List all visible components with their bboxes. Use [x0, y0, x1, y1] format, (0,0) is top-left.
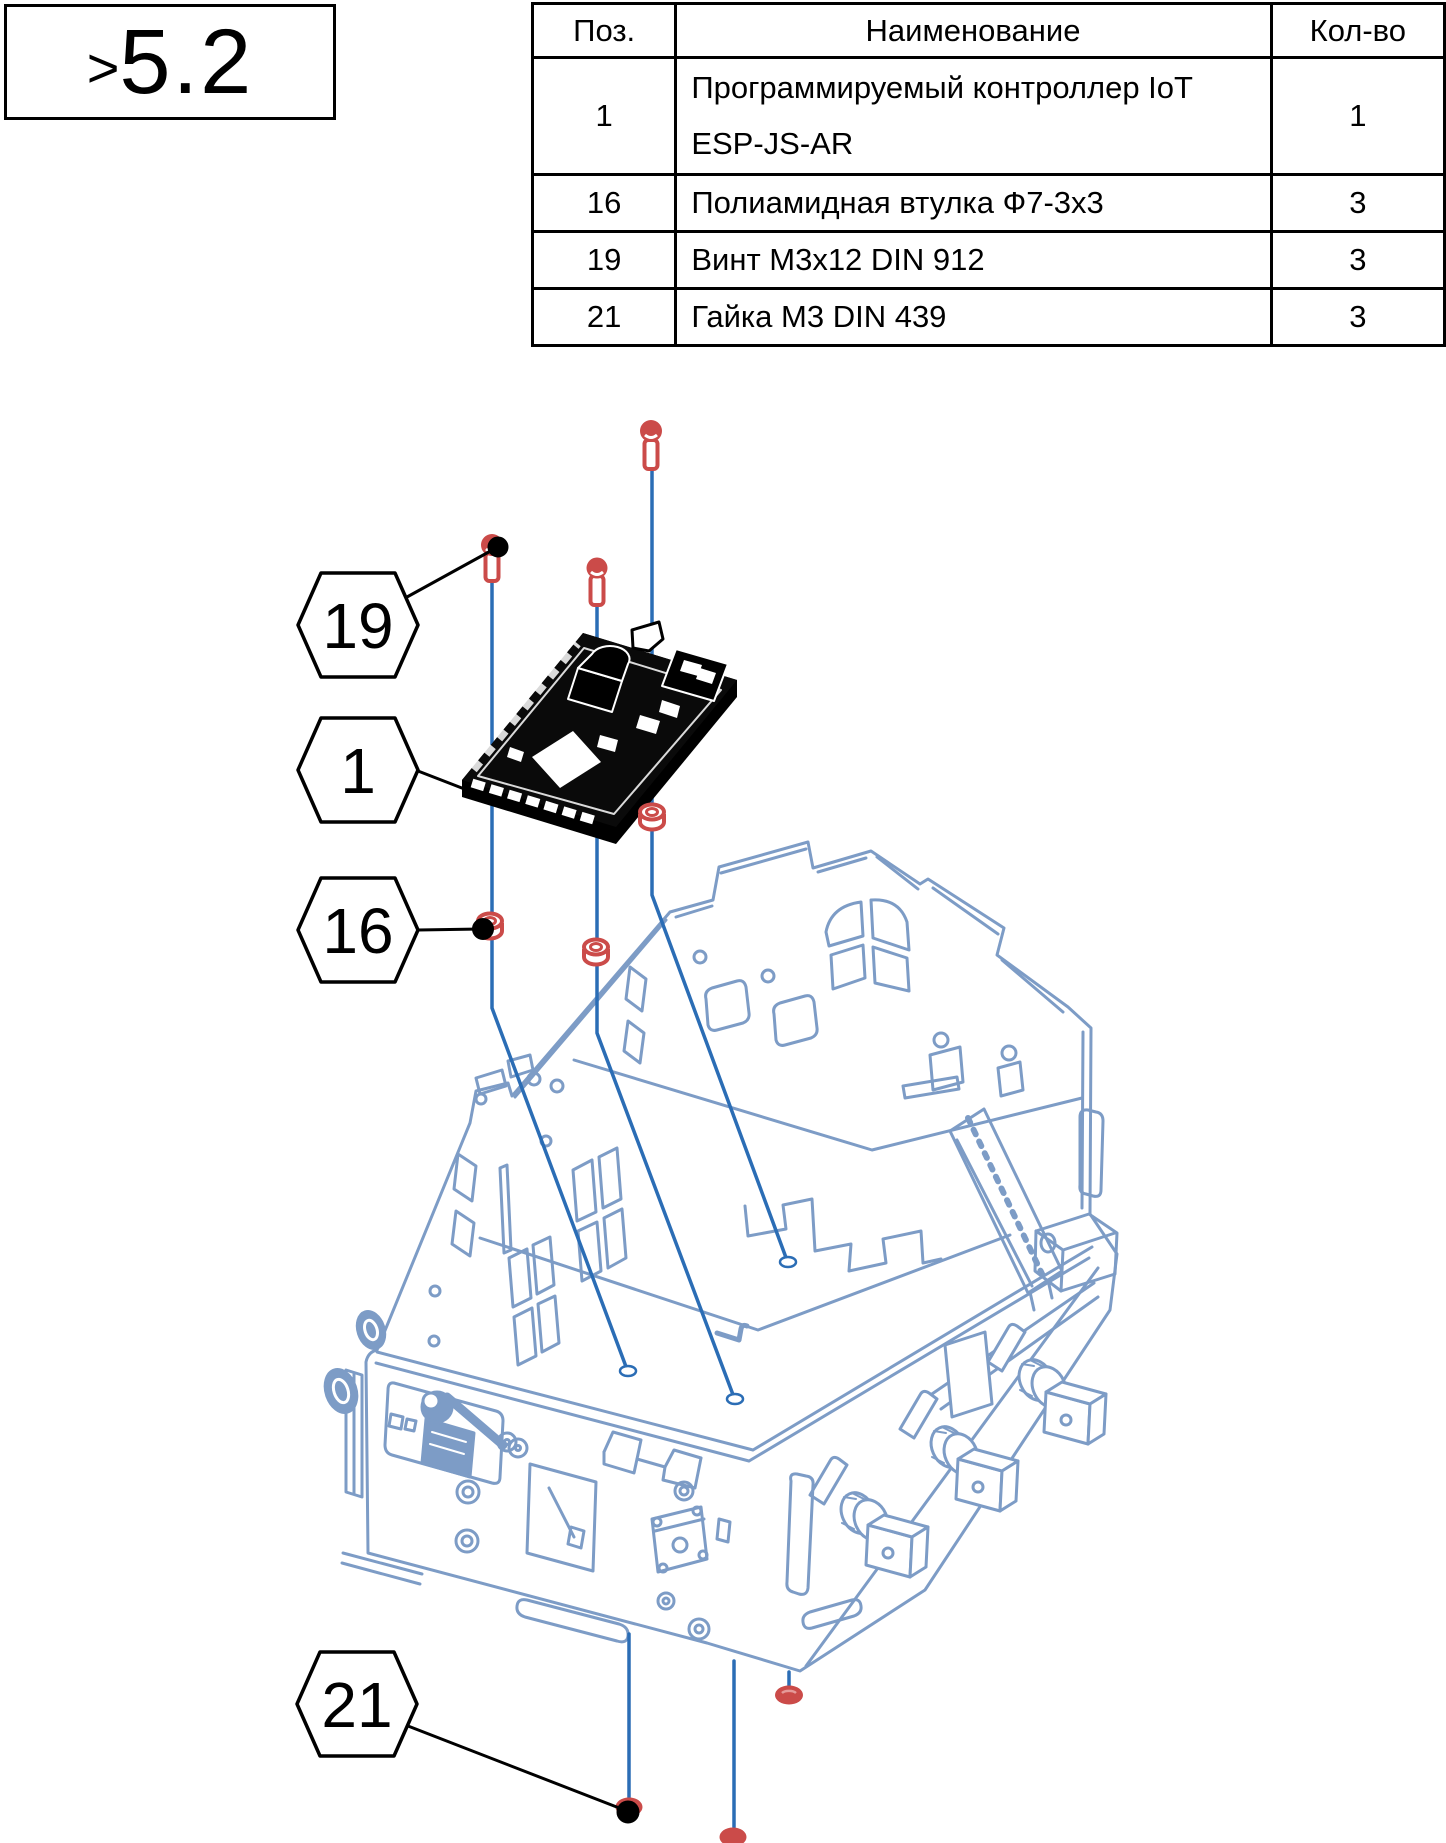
- bom-name-line1: Программируемый контроллер IoT: [691, 70, 1193, 105]
- mount-hole: [727, 1394, 743, 1404]
- leader-16: [418, 929, 481, 930]
- step-prefix: >: [86, 36, 120, 99]
- screw-m3x12: [640, 420, 662, 469]
- bom-cell-pos: 21: [533, 289, 676, 346]
- callout-label-21: 21: [321, 1669, 393, 1741]
- callout-hexagon-21: [297, 1652, 417, 1756]
- bushing-polyamide: [584, 940, 608, 965]
- bushing-polyamide: [640, 805, 664, 830]
- screw-m3x12: [587, 558, 608, 606]
- chassis-silhouette: [366, 842, 1117, 1671]
- leader-19: [407, 548, 496, 597]
- bom-cell-qty: 3: [1271, 232, 1444, 289]
- leader-dot-16: [474, 920, 493, 939]
- bom-cell-name: Гайка М3 DIN 439: [676, 289, 1271, 346]
- bom-cell-pos: 16: [533, 175, 676, 232]
- chassis-drawing: [320, 842, 1117, 1671]
- callout-hexagon-19: [298, 573, 418, 677]
- controller-board: [462, 622, 737, 844]
- step-number: 5.2: [119, 11, 254, 113]
- leader-21: [408, 1726, 627, 1811]
- bom-cell-qty: 3: [1271, 175, 1444, 232]
- pcb-clip-bracket: [632, 622, 663, 651]
- bom-cell-name: Полиамидная втулка Ф7-3х3: [676, 175, 1271, 232]
- nut-m3: [720, 1828, 747, 1843]
- callout-hexagon-16: [298, 878, 418, 982]
- leader-dot-19: [489, 538, 507, 556]
- bom-cell-qty: 1: [1271, 58, 1444, 175]
- bom-cell-pos: 19: [533, 232, 676, 289]
- mount-hole: [780, 1257, 796, 1267]
- bom-header-name: Наименование: [676, 4, 1271, 58]
- bom-header-qty: Кол-во: [1271, 4, 1444, 58]
- callout-label-16: 16: [322, 895, 394, 967]
- bom-cell-name: Винт М3х12 DIN 912: [676, 232, 1271, 289]
- callout-label-1: 1: [340, 735, 376, 807]
- callout-label-19: 19: [322, 590, 394, 662]
- bom-cell-pos: 1: [533, 58, 676, 175]
- nut-m3: [775, 1686, 803, 1705]
- leader-dot-21: [618, 1802, 638, 1822]
- callout-hexagon-1: [298, 718, 418, 822]
- leader-1: [418, 771, 467, 790]
- bom-header-pos: Поз.: [533, 4, 676, 58]
- mount-hole: [620, 1366, 636, 1376]
- bom-name-line2: ESP-JS-AR: [691, 126, 854, 161]
- bom-cell-qty: 3: [1271, 289, 1444, 346]
